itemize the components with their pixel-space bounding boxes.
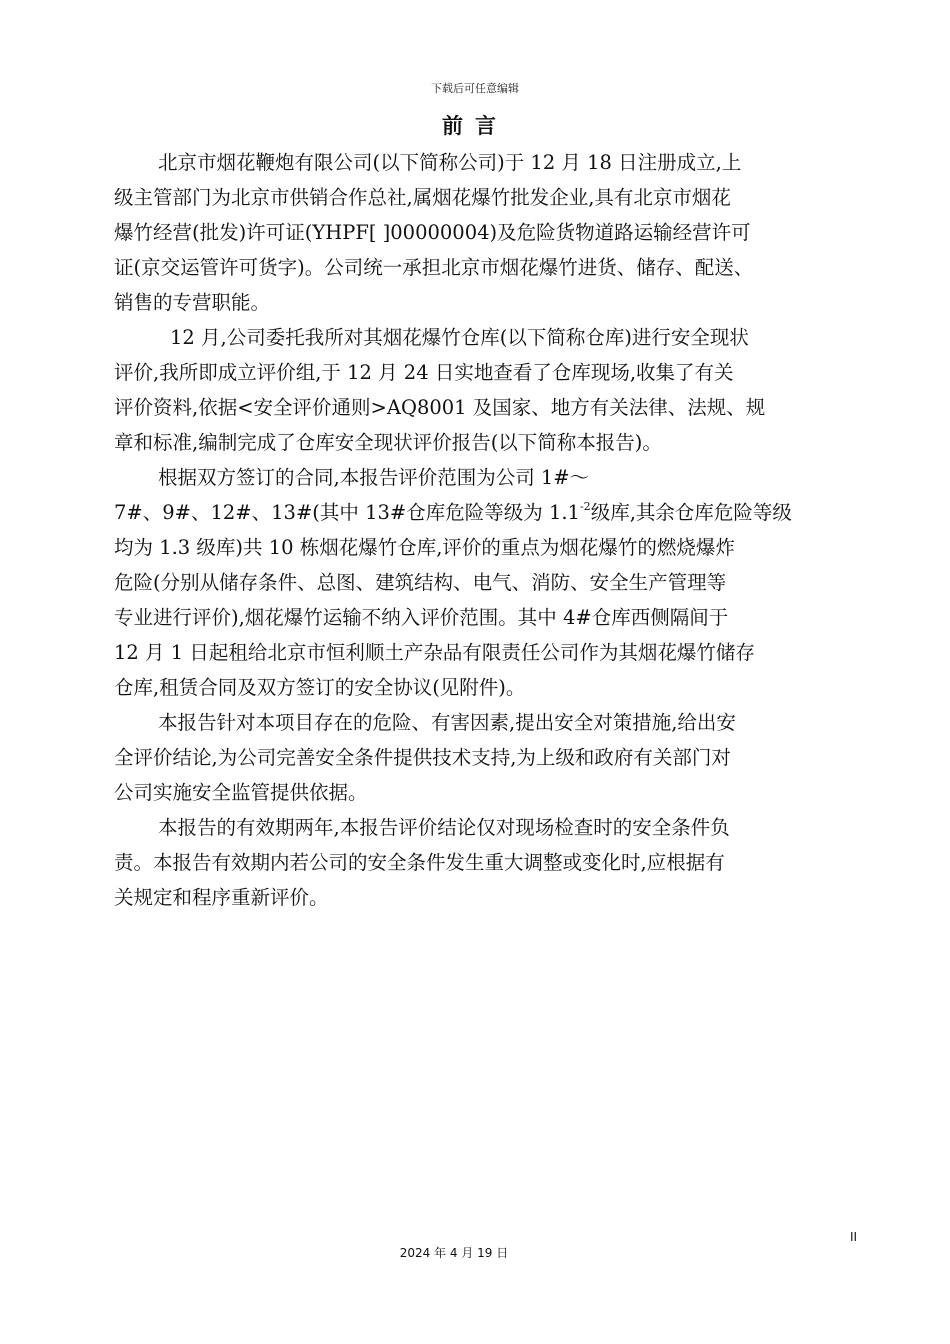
document-body — [114, 145, 866, 915]
paragraph-2-line-1: 12 月,公司委托我所对其烟花爆竹仓库(以下简称仓库)进行安全现状 — [170, 326, 749, 349]
page-title: 前言 — [442, 113, 508, 138]
superscript: -2 — [579, 500, 591, 513]
paragraph-4-line-3: 公司实施安全监管提供依据。 — [114, 781, 368, 804]
paragraph-3-line-6: 12 月 1 日起租给北京市恒利顺土产杂品有限责任公司作为其烟花爆竹储存 — [114, 641, 755, 664]
paragraph-3-line-1: 根据双方签订的合同,本报告评价范围为公司 1#～ — [158, 466, 590, 489]
paragraph-3-line-2 — [114, 495, 866, 530]
paragraph-1-line-5: 销售的专营职能。 — [114, 291, 271, 314]
page-number: II — [850, 1230, 858, 1244]
footer-date: 2024 年 4 月 19 日 — [399, 1246, 509, 1260]
paragraph-3-line-2-part-a: 7#、9#、12#、13#(其中 13#仓库危险等级为 1.1 — [114, 501, 580, 524]
paragraph-1-line-1: 北京市烟花鞭炮有限公司(以下简称公司)于 12 月 18 日注册成立,上 — [158, 151, 742, 174]
paragraph-1-line-2: 级主管部门为北京市供销合作总社,属烟花爆竹批发企业,具有北京市烟花 — [114, 186, 731, 209]
paragraph-3-line-5: 专业进行评价),烟花爆竹运输不纳入评价范围。其中 4#仓库西侧隔间于 — [114, 606, 729, 629]
paragraph-5-line-3: 关规定和程序重新评价。 — [114, 886, 329, 909]
header-note: 下载后可任意编辑 — [431, 82, 519, 95]
paragraph-3-line-3: 均为 1.3 级库)共 10 栋烟花爆竹仓库,评价的重点为烟花爆竹的燃烧爆炸 — [114, 536, 735, 559]
paragraph-5-line-1: 本报告的有效期两年,本报告评价结论仅对现场检查时的安全条件负 — [158, 816, 730, 839]
paragraph-4-line-1: 本报告针对本项目存在的危险、有害因素,提出安全对策措施,给出安 — [158, 711, 736, 734]
paragraph-4-line-2: 全评价结论,为公司完善安全条件提供技术支持,为上级和政府有关部门对 — [114, 746, 731, 769]
paragraph-1-line-4: 证(京交运管许可货字)。公司统一承担北京市烟花爆竹进货、储存、配送、 — [114, 256, 754, 279]
paragraph-2-line-4: 章和标准,编制完成了仓库安全现状评价报告(以下简称本报告)。 — [114, 431, 662, 454]
paragraph-5-line-2: 责。本报告有效期内若公司的安全条件发生重大调整或变化时,应根据有 — [114, 851, 725, 874]
paragraph-3-line-2-part-b: 级库,其余仓库危险等级 — [590, 501, 792, 524]
paragraph-3-line-7: 仓库,租赁合同及双方签订的安全协议(见附件)。 — [114, 676, 526, 699]
paragraph-2-line-3: 评价资料,依据<安全评价通则>AQ8001 及国家、地方有关法律、法规、规 — [114, 396, 766, 419]
paragraph-1-line-3: 爆竹经营(批发)许可证(YHPF[ ]00000004)及危险货物道路运输经营许可 — [114, 221, 751, 244]
paragraph-2-line-2: 评价,我所即成立评价组,于 12 月 24 日实地查看了仓库现场,收集了有关 — [114, 361, 734, 384]
paragraph-3-line-4: 危险(分别从储存条件、总图、建筑结构、电气、消防、安全生产管理等 — [114, 571, 727, 594]
